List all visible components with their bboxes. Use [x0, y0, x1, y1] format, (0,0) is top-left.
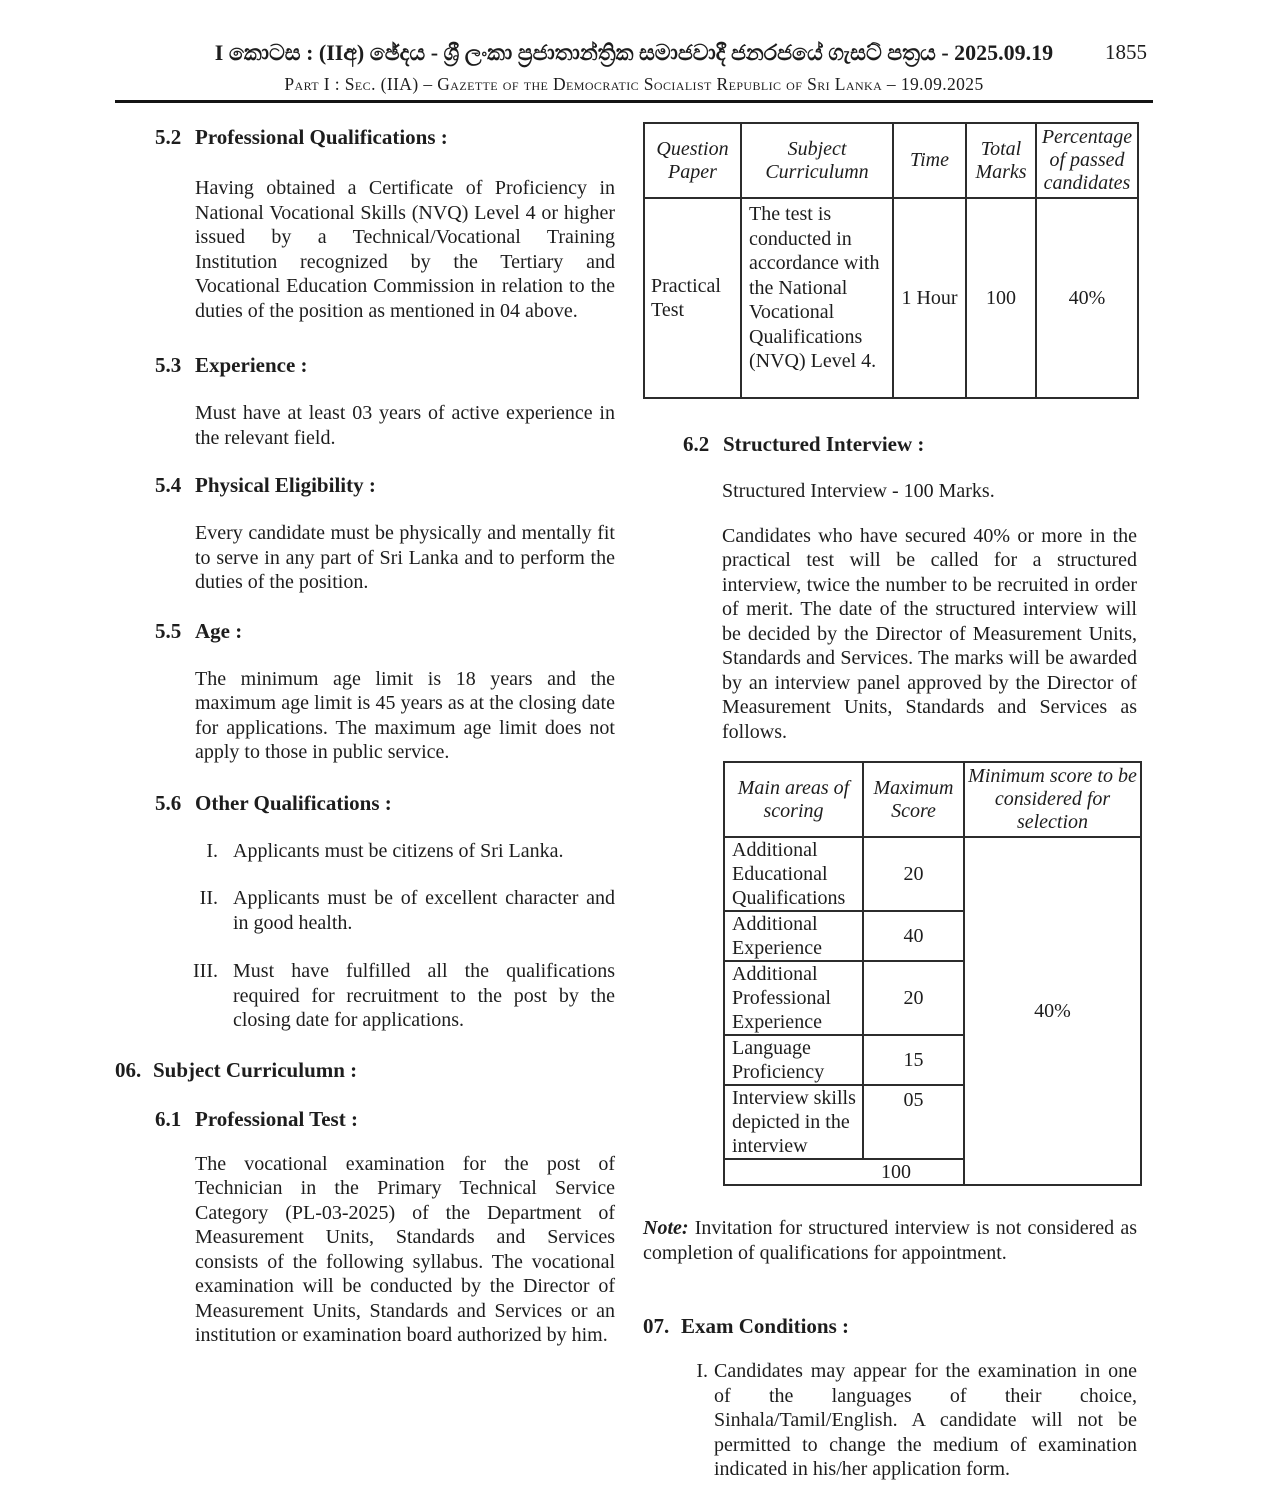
section-5-5-number: 5.5 [155, 618, 182, 643]
section-6-1-number: 6.1 [155, 1106, 182, 1131]
section-5-2-title: Professional Qualifications : [195, 125, 448, 149]
list-item-text: Must have fulfilled all the qualifications required for recruitment to the post by the closing date for applications. [233, 960, 615, 1031]
list-item-text: Applicants must be of excellent character and in good health. [233, 887, 615, 934]
section-5-5-heading [115, 619, 615, 644]
section-6-1-heading [115, 1107, 615, 1132]
section-5-4-heading [115, 473, 615, 498]
section-5-6-title: Other Qualifications : [195, 790, 392, 815]
section-6-2-heading [643, 432, 1137, 457]
interview-table-cell-area: Interview skills depicted in the interview [724, 1085, 863, 1159]
section-5-4-number: 5.4 [155, 473, 182, 497]
section-6-1-body: The vocational examination for the post of Technician in the Primary Technical Service Category (PL-03-2025) of the Department of Measurement Units, Standards and Services consists of the following syllabus. The vocational examination will be conducted by the Director of Measurement Units, Standards and Services or an institution or examination board authorized by him. [195, 1152, 615, 1346]
exam-table-header-total-marks: Total Marks [966, 123, 1036, 198]
section-5-3-number: 5.3 [155, 353, 182, 377]
exam-table-cell-question-paper: Practical Test [644, 198, 741, 398]
section-07-heading [643, 1314, 1137, 1339]
interview-table-cell-total: 100 [724, 1159, 964, 1185]
exam-table-header-subject-curriculum: Subject Curriculumn [741, 123, 893, 198]
section-6-2-body: Candidates who have secured 40% or more in the practical test will be called for a structured interview, twice the number to be recruited in order of merit. The date of the structured interview will be decided by the Director of Measurement Units, Standards and Services. The marks will be awarded by an interview panel approved by the Director of Measurement Units, Standards and Services as follows. [722, 524, 1137, 743]
section-06-number: 06. [115, 1057, 142, 1082]
exam-table-cell-time: 1 Hour [893, 198, 966, 398]
list-item [115, 959, 615, 1033]
interview-table-cell-min-score: 40% [964, 837, 1141, 1185]
interview-table-header-max-score: Maximum Score [863, 762, 964, 837]
list-item-number: II. [199, 887, 218, 909]
section-6-2-title: Structured Interview : [723, 432, 925, 456]
left-column [115, 115, 615, 1348]
note-paragraph [643, 1216, 1137, 1266]
header-title-english: Part I : Sec. (IIA) – Gazette of the Democratic Socialist Republic of Sri Lanka – 19.09.2025 [284, 74, 984, 94]
section-5-6-number: 5.6 [155, 790, 182, 815]
interview-table-header-min-score: Minimum score to be considered for selection [964, 762, 1141, 837]
section-5-3-heading [115, 353, 615, 378]
right-column [643, 115, 1137, 1482]
exam-table-header-row [644, 123, 1138, 198]
interview-table-cell-score: 15 [863, 1035, 964, 1085]
list-item-number: III. [193, 960, 218, 982]
section-5-5-body: The minimum age limit is 18 years and the maximum age limit is 45 years as at the closing date for applications. The maximum age limit does not apply to those in public service. [195, 667, 615, 763]
section-6-2-marks-line: Structured Interview - 100 Marks. [722, 480, 995, 502]
exam-table-header-question-paper: Question Paper [644, 123, 741, 198]
section-06-title: Subject Curriculumn : [153, 1057, 358, 1082]
list-item-text: Applicants must be citizens of Sri Lanka. [233, 839, 564, 862]
exam-table [643, 122, 1139, 399]
list-item [115, 839, 615, 864]
interview-table-header-main-areas: Main areas of scoring [724, 762, 863, 837]
interview-table-cell-score: 20 [863, 837, 964, 911]
section-5-6-heading [115, 791, 615, 816]
exam-table-header-percentage: Percentage of passed candidates [1036, 123, 1138, 198]
interview-table-cell-area: Additional Experience [724, 911, 863, 961]
exam-table-cell-percentage: 40% [1036, 198, 1138, 398]
section-5-4-title: Physical Eligibility : [195, 473, 376, 497]
section-06-heading [115, 1058, 615, 1083]
page-number: 1855 [1105, 40, 1147, 64]
list-item [115, 886, 615, 935]
section-5-2-body: Having obtained a Certificate of Proficiency in National Vocational Skills (NVQ) Level 4 or higher issued by a Technical/Vocational Training Institution recognized by the Tertiary and Vocational Education Commission in relation to the duties of the position as mentioned in 04 above. [195, 177, 615, 322]
list-item-text: Candidates may appear for the examination in one of the languages of their choice, Sinhala/Tamil/English. A candidate will not be permitted to change the medium of examination indicated in his/her application form. [714, 1360, 1137, 1480]
exam-table-cell-total-marks: 100 [966, 198, 1036, 398]
exam-table-header-time: Time [893, 123, 966, 198]
section-5-2-heading [115, 125, 615, 150]
section-07-title: Exam Conditions : [681, 1314, 850, 1338]
note-label: Note: [643, 1217, 689, 1239]
header-rule [115, 100, 1153, 103]
interview-table-cell-score: 40 [863, 911, 964, 961]
table-row [644, 198, 1138, 398]
section-5-5-title: Age : [195, 618, 243, 643]
list-item-number: I. [206, 839, 218, 862]
section-5-3-body: Must have at least 03 years of active experience in the relevant field. [195, 402, 615, 449]
interview-table-cell-area: Language Proficiency [724, 1035, 863, 1085]
header-title-sinhala: I කොටස : (IIඅ) ඡේදය - ශ්‍රී ලංකා ප්‍රජාතාන්ත්‍රික සමාජවාදී ජනරජයේ ගැසට් පත්‍රය - 2025.09.19 [214, 40, 1054, 65]
section-5-4-body: Every candidate must be physically and mentally fit to serve in any part of Sri Lanka and to perform the duties of the position. [195, 522, 615, 593]
interview-table-cell-area: Additional Professional Experience [724, 961, 863, 1035]
interview-table-cell-area: Additional Educational Qualifications [724, 837, 863, 911]
note-text: Invitation for structured interview is not considered as completion of qualifications for appointment. [643, 1217, 1137, 1264]
section-6-1-title: Professional Test : [195, 1106, 358, 1131]
list-item [643, 1359, 1137, 1482]
section-6-2-number: 6.2 [683, 432, 710, 456]
list-item-number: I. [696, 1360, 708, 1382]
interview-table-cell-score: 20 [863, 961, 964, 1035]
interview-table-header-row [724, 762, 1141, 837]
exam-table-cell-subject-curriculum: The test is conducted in accordance with the National Vocational Qualifications (NVQ) Level 4. [741, 198, 893, 398]
section-5-2-number: 5.2 [155, 125, 182, 149]
interview-table-cell-score: 05 [863, 1085, 964, 1159]
section-07-number: 07. [643, 1314, 670, 1338]
section-5-3-title: Experience : [195, 353, 308, 377]
interview-table [723, 761, 1142, 1186]
table-row [724, 837, 1141, 911]
